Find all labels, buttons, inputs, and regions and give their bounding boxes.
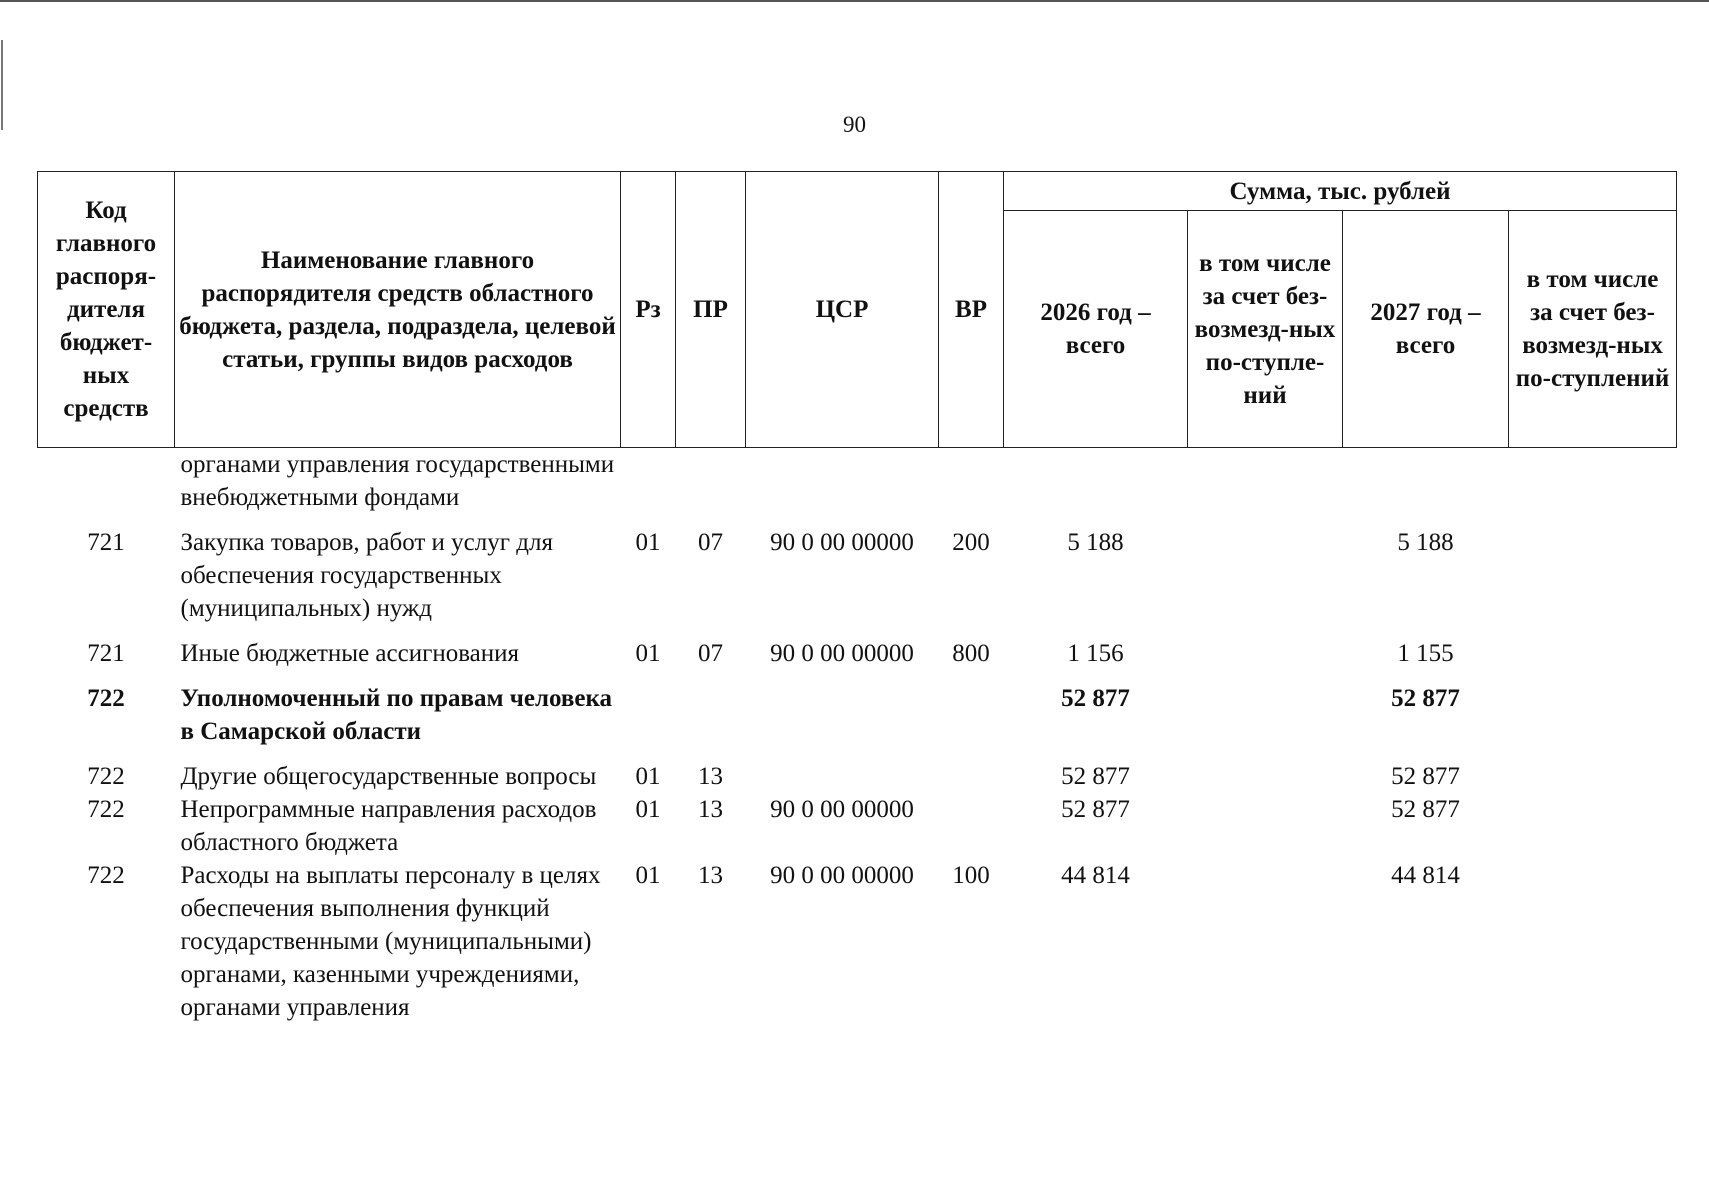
cell-code: 722 xyxy=(87,862,125,889)
scan-edge-top xyxy=(0,0,1709,2)
cell-2027-free xyxy=(1509,682,1677,760)
cell-2026-free xyxy=(1188,859,1343,1024)
cell-name: Иные бюджетные ассигнования xyxy=(180,640,520,667)
cell-2027-free xyxy=(1509,526,1677,637)
cell-rz: 01 xyxy=(635,862,661,889)
table-row xyxy=(38,793,1677,859)
cell-code: 722 xyxy=(87,685,125,712)
cell-rz: 01 xyxy=(635,763,661,790)
cell-code: 721 xyxy=(87,640,125,667)
cell-csr: 90 0 00 00000 xyxy=(770,529,914,556)
cell-2027-total: 5 188 xyxy=(1397,529,1454,556)
cell-code: 722 xyxy=(87,763,125,790)
cell-csr xyxy=(746,682,939,760)
cell-2027-total: 1 155 xyxy=(1397,640,1454,667)
header-code: Код главного распоря-дителя бюджет-ных средств xyxy=(38,172,175,448)
budget-table xyxy=(37,171,1677,1024)
cell-2026-free xyxy=(1188,448,1343,527)
header-2026-free: в том числе за счет без-возмезд-ных по-ступле-ний xyxy=(1188,211,1343,448)
cell-pr: 07 xyxy=(698,529,723,556)
cell-2026-total xyxy=(1004,448,1188,527)
table-body xyxy=(38,448,1677,1025)
cell-vr: 800 xyxy=(952,640,990,667)
page-number: 90 xyxy=(843,112,866,137)
cell-rz xyxy=(621,448,676,527)
cell-2026-total: 5 188 xyxy=(1067,529,1124,556)
cell-csr: 90 0 00 00000 xyxy=(770,796,914,823)
header-rz: Рз xyxy=(621,172,676,448)
cell-2027-total: 52 877 xyxy=(1391,796,1460,823)
cell-csr: 90 0 00 00000 xyxy=(770,640,914,667)
cell-2026-total: 52 877 xyxy=(1061,796,1130,823)
cell-vr xyxy=(939,682,1004,760)
table-row xyxy=(38,760,1677,793)
cell-pr xyxy=(676,682,746,760)
cell-vr: 100 xyxy=(952,862,990,889)
cell-name: Уполномоченный по правам человека в Самарской области xyxy=(180,685,613,745)
table-row xyxy=(38,859,1677,1024)
cell-rz: 01 xyxy=(635,640,661,667)
header-2027-free: в том числе за счет без-возмезд-ных по-ступлений xyxy=(1509,211,1677,448)
cell-pr: 13 xyxy=(698,796,723,823)
header-sum-group: Сумма, тыс. рублей xyxy=(1004,172,1677,211)
table-row xyxy=(38,682,1677,760)
cell-2027-total: 44 814 xyxy=(1391,862,1460,889)
cell-code: 722 xyxy=(87,796,125,823)
header-csr: ЦСР xyxy=(746,172,939,448)
cell-code: 721 xyxy=(87,529,125,556)
cell-vr xyxy=(939,760,1004,793)
cell-2026-free xyxy=(1188,637,1343,682)
cell-vr xyxy=(939,793,1004,859)
header-2026-total: 2026 год – всего xyxy=(1004,211,1188,448)
cell-2027-total: 52 877 xyxy=(1391,763,1460,790)
header-vr: ВР xyxy=(939,172,1004,448)
cell-name: Другие общегосударственные вопросы xyxy=(180,763,597,790)
cell-vr xyxy=(939,448,1004,527)
cell-name: органами управления государственными внебюджетными фондами xyxy=(180,451,615,511)
cell-2027-free xyxy=(1509,859,1677,1024)
cell-name: Расходы на выплаты персоналу в целях обеспечения выполнения функций государственными (муниципальными) органами, казенными учреждениями, органами управления xyxy=(180,862,601,1021)
table-row xyxy=(38,526,1677,637)
cell-csr: 90 0 00 00000 xyxy=(770,862,914,889)
cell-2027-free xyxy=(1509,448,1677,527)
cell-csr xyxy=(746,448,939,527)
table-header xyxy=(38,172,1677,448)
header-pr: ПР xyxy=(676,172,746,448)
header-name: Наименование главного распорядителя средств областного бюджета, раздела, подраздела, целевой статьи, группы видов расходов xyxy=(175,172,621,448)
cell-2027-total: 52 877 xyxy=(1391,685,1460,712)
cell-pr: 13 xyxy=(698,763,723,790)
cell-2026-total: 52 877 xyxy=(1061,763,1130,790)
cell-rz xyxy=(621,682,676,760)
cell-2026-free xyxy=(1188,760,1343,793)
cell-csr xyxy=(746,760,939,793)
cell-pr: 13 xyxy=(698,862,723,889)
table-row xyxy=(38,448,1677,527)
header-2027-total: 2027 год – всего xyxy=(1343,211,1509,448)
cell-name: Закупка товаров, работ и услуг для обеспечения государственных (муниципальных) нужд xyxy=(180,529,553,622)
cell-name: Непрограммные направления расходов областного бюджета xyxy=(180,796,597,856)
cell-2027-free xyxy=(1509,637,1677,682)
cell-2026-total: 52 877 xyxy=(1061,685,1130,712)
cell-2026-free xyxy=(1188,682,1343,760)
cell-code xyxy=(38,448,175,527)
cell-2026-total: 1 156 xyxy=(1067,640,1124,667)
cell-2026-free xyxy=(1188,793,1343,859)
table-row xyxy=(38,637,1677,682)
cell-pr: 07 xyxy=(698,640,723,667)
cell-rz: 01 xyxy=(635,529,661,556)
cell-2027-total xyxy=(1343,448,1509,527)
cell-2026-total: 44 814 xyxy=(1061,862,1130,889)
cell-pr xyxy=(676,448,746,527)
cell-2027-free xyxy=(1509,760,1677,793)
cell-2026-free xyxy=(1188,526,1343,637)
cell-rz: 01 xyxy=(635,796,661,823)
cell-2027-free xyxy=(1509,793,1677,859)
cell-vr: 200 xyxy=(952,529,990,556)
